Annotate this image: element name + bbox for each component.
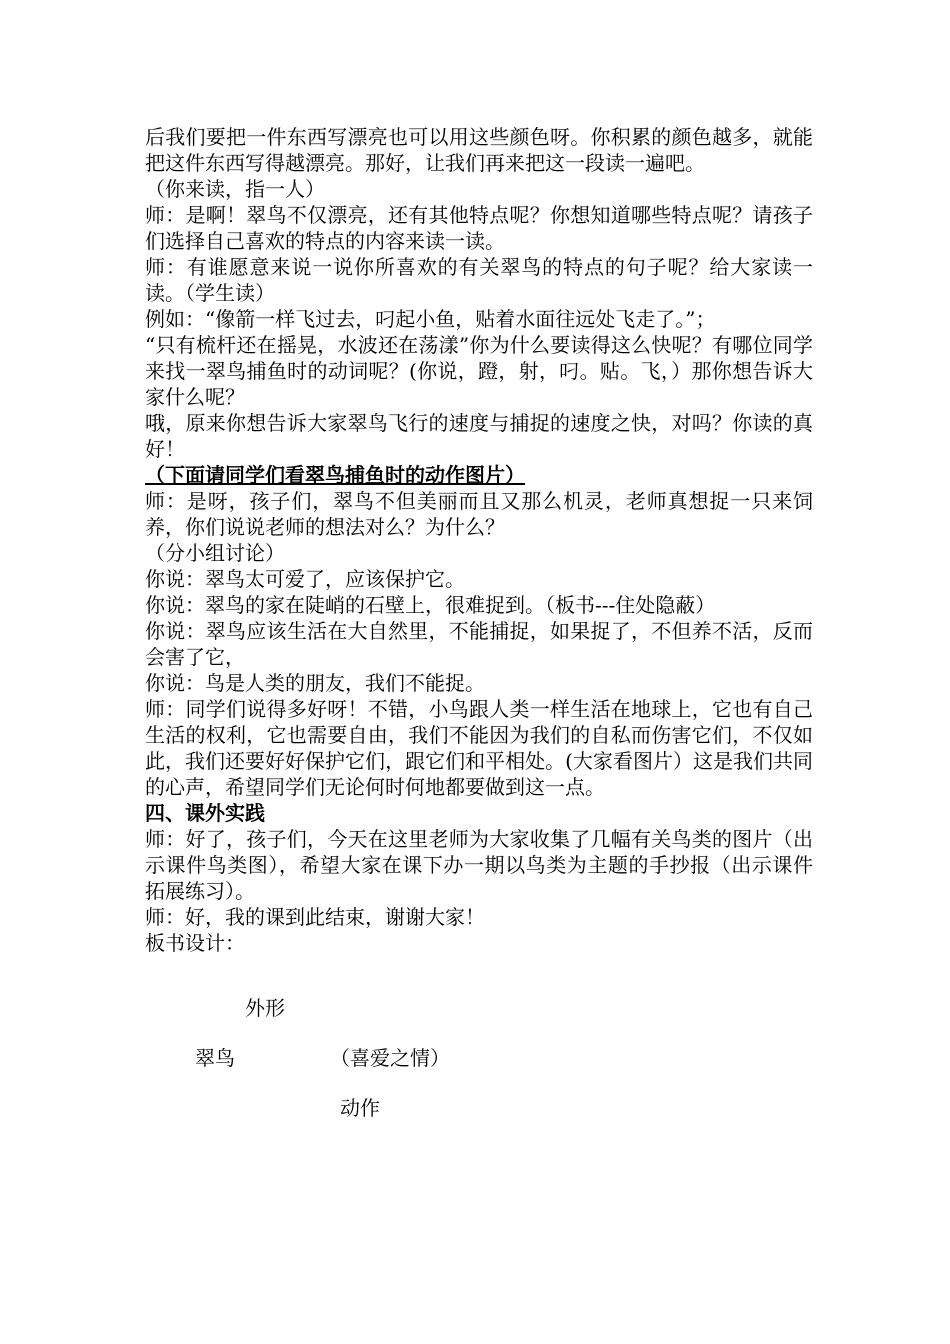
paragraph-teacher-catch: 师：是呀，孩子们，翠鸟不但美丽而且又那么机灵，老师真想捉一只来饲养，你们说说老师的想法对么？为什么？ xyxy=(145,489,813,539)
board-design-label: 板书设计： xyxy=(145,931,245,955)
paragraph-speed: 哦，原来你想告诉大家翠鸟飞行的速度与捕捉的速度之快，对吗？你读的真好！ xyxy=(145,411,813,461)
paragraph-teacher-summary: 师：同学们说得多好呀！不错，小鸟跟人类一样生活在地球上，它也有自己生活的权利，它也需要自由，我们不能因为我们的自私而伤害它们，不仅如此，我们还要好好保护它们，跟它们和平相处。(大家看图片）这是我们共同的心声，希望同学们无论何时何地都要做到这一点。 xyxy=(145,697,813,799)
paragraph-example: 例如：“像箭一样飞过去，叼起小鱼，贴着水面往远处飞走了。”； xyxy=(145,307,716,331)
board-emotion: （喜爱之情） xyxy=(330,1046,450,1070)
paragraph-student-friend: 你说：鸟是人类的朋友，我们不能捉。 xyxy=(145,671,485,695)
paragraph-group-discussion: （分小组讨论） xyxy=(145,541,285,565)
paragraph-colors: 后我们要把一件东西写漂亮也可以用这些颜色呀。你积累的颜色越多，就能把这件东西写得越漂亮。那好，让我们再来把这一段读一遍吧。 xyxy=(145,125,813,175)
paragraph-teacher-closing: 师：好，我的课到此结束，谢谢大家！ xyxy=(145,905,485,929)
document-body xyxy=(145,124,813,956)
board-title: 翠鸟 xyxy=(195,1046,235,1070)
paragraph-teacher-homework: 师：好了，孩子们，今天在这里老师为大家收集了几幅有关鸟类的图片（出示课件鸟类图），希望大家在课下办一期以鸟类为主题的手抄报（出示课件拓展练习）。 xyxy=(145,827,813,903)
paragraph-read-instruction: （你来读，指一人） xyxy=(145,177,325,201)
section-heading-practice: 四、课外实践 xyxy=(145,801,265,825)
paragraph-teacher-sentences: 师：有谁愿意来说一说你所喜欢的有关翠鸟的特点的句子呢？给大家读一读。（学生读） xyxy=(145,255,813,305)
paragraph-teacher-features: 师：是啊！翠鸟不仅漂亮，还有其他特点呢？你想知道哪些特点呢？请孩子们选择自己喜欢的特点的内容来读一读。 xyxy=(145,203,813,253)
paragraph-student-home: 你说：翠鸟的家在陡峭的石壁上，很难捉到。（板书---住处隐蔽） xyxy=(145,593,716,617)
board-appearance: 外形 xyxy=(245,996,285,1020)
paragraph-student-nature: 你说：翠鸟应该生活在大自然里，不能捕捉，如果捉了，不但养不活，反而会害了它， xyxy=(145,619,813,669)
paragraph-verbs: “只有梳杆还在摇晃，水波还在荡漾”你为什么要读得这么快呢？有哪位同学来找一翠鸟捕鱼时的动词呢？(你说，蹬，射，叼。贴。飞，）那你想告诉大家什么呢？ xyxy=(145,333,813,409)
board-action: 动作 xyxy=(340,1096,380,1120)
paragraph-student-cute: 你说：翠鸟太可爱了，应该保护它。 xyxy=(145,567,465,591)
subheading-picture: （下面请同学们看翠鸟捕鱼时的动作图片） xyxy=(145,463,525,487)
